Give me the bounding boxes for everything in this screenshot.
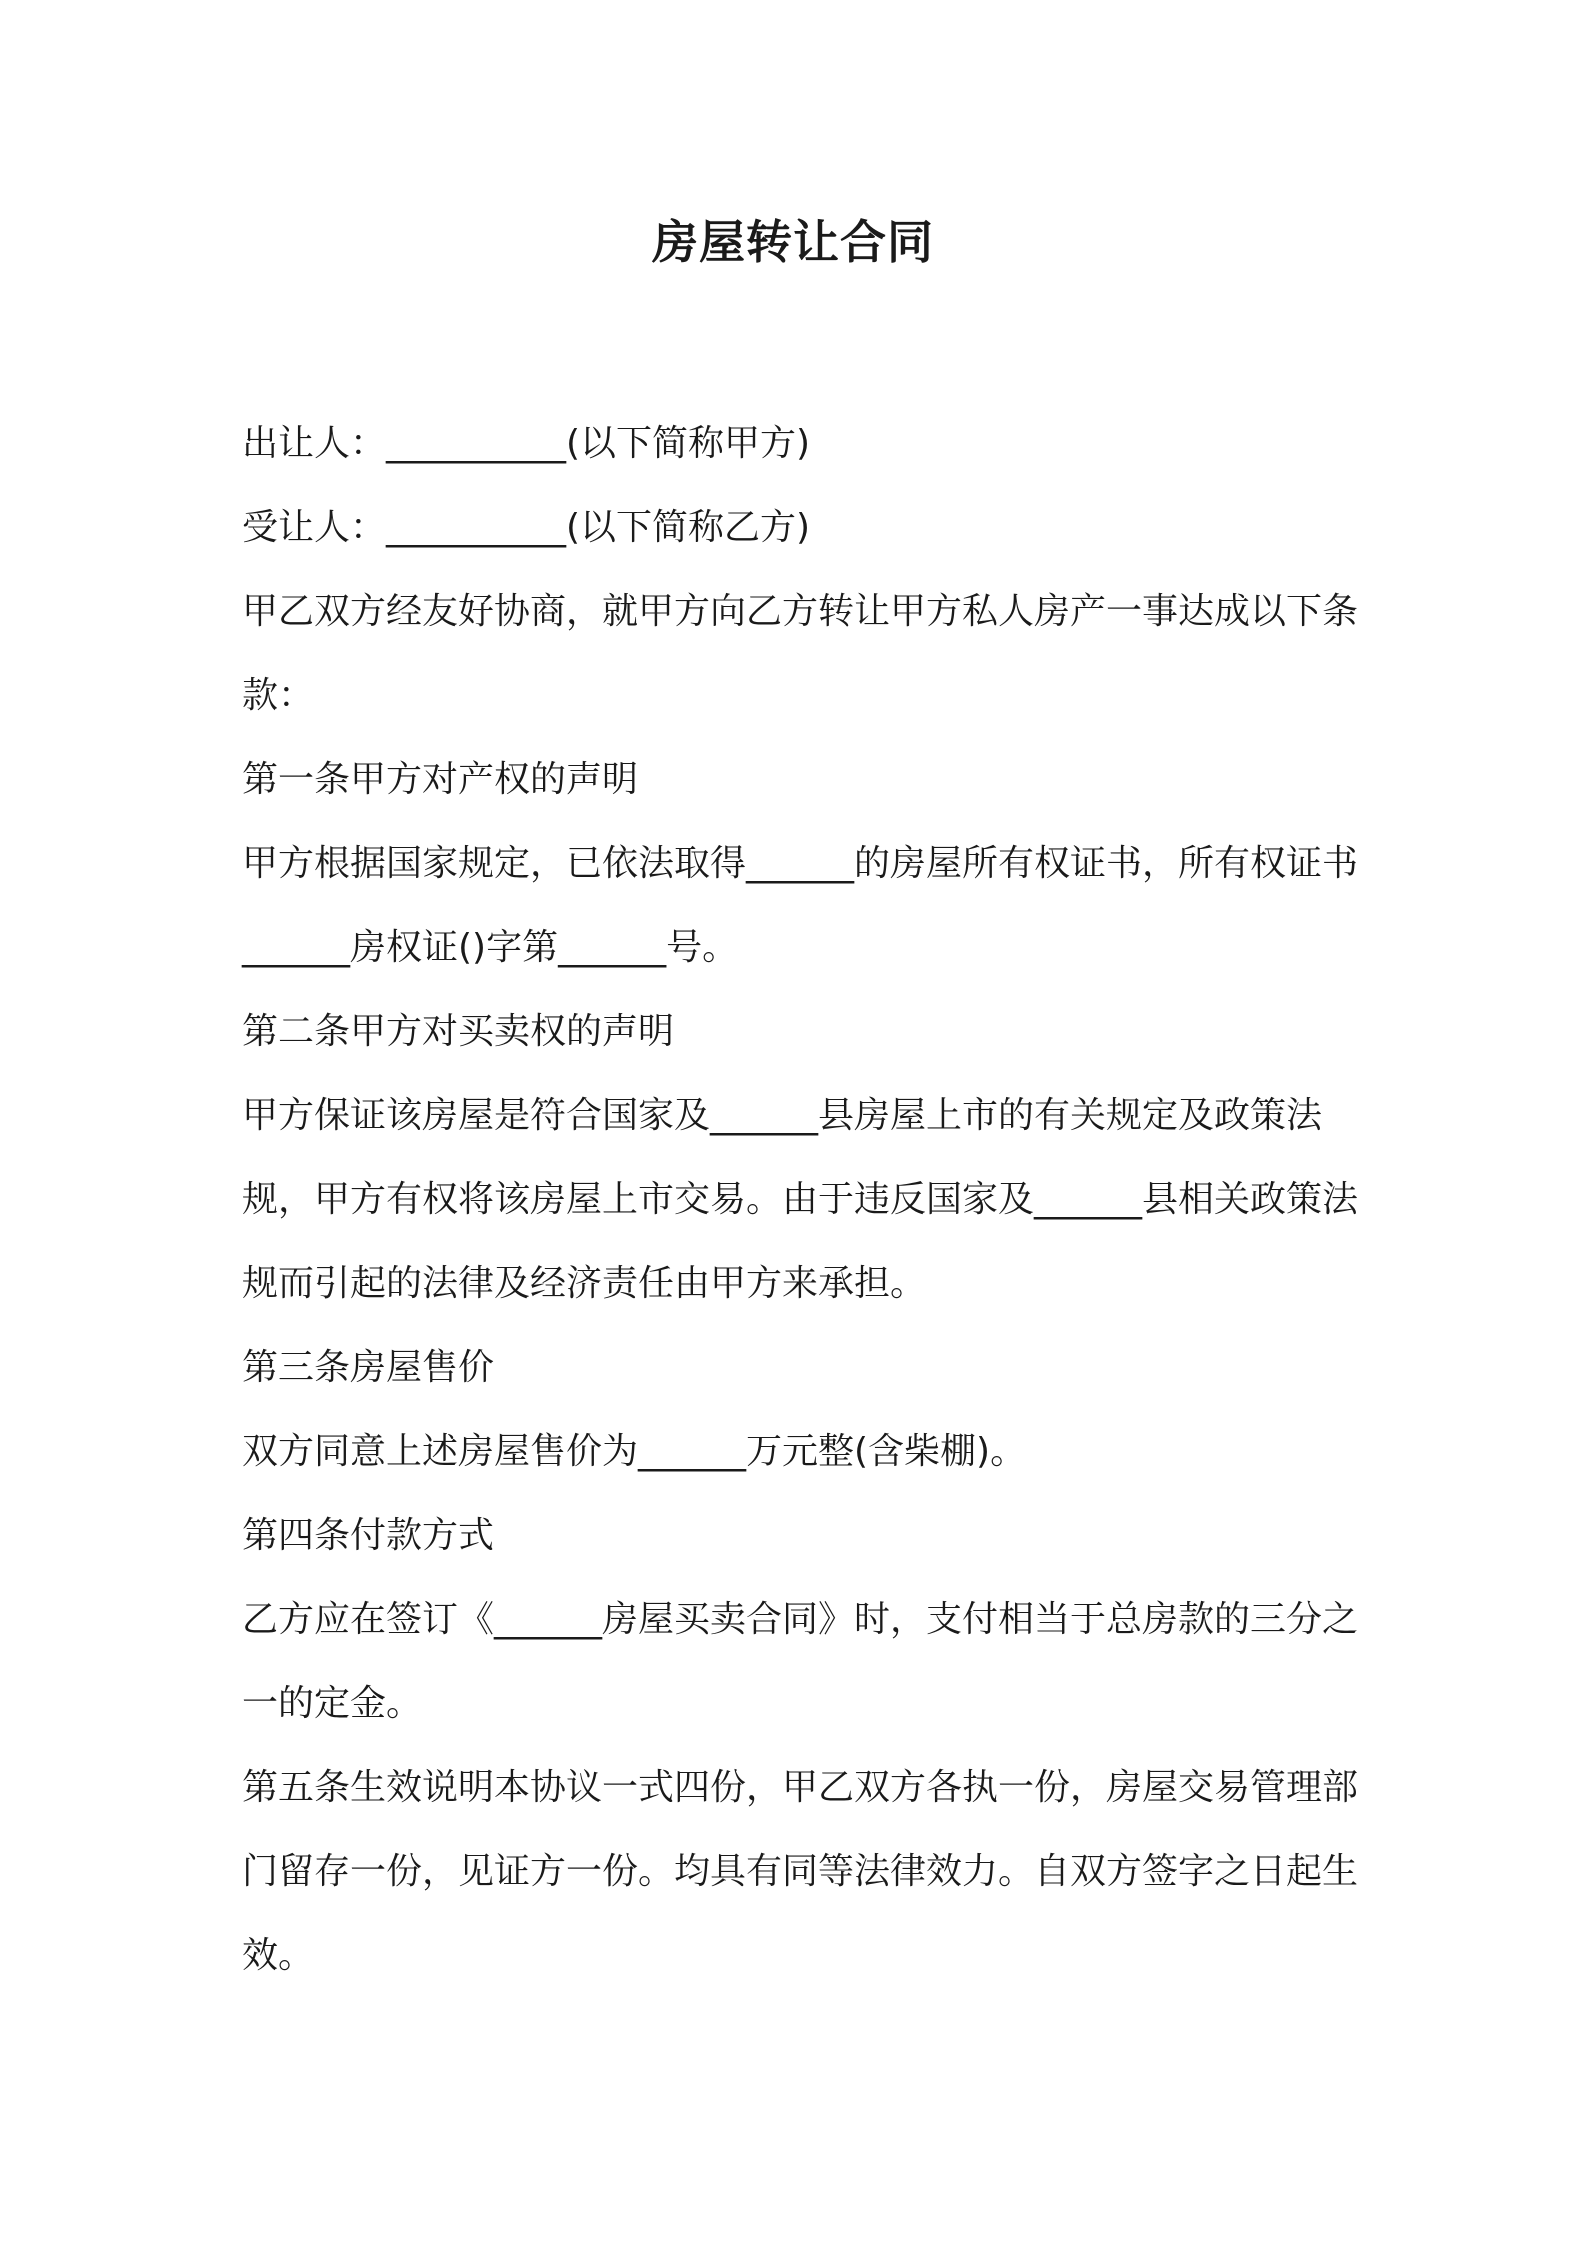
transferor-line: 出让人：__________(以下简称甲方) — [242, 423, 811, 464]
article-2-text: 甲方保证该房屋是符合国家及______县房屋上市的有关规定及政策法规，甲方有权将该房屋上市交易。由于违反国家及______县相关政策法规而引起的法律及经济责任由甲方来承担。 — [242, 1095, 1359, 1304]
article-4-heading: 第四条付款方式 — [242, 1515, 495, 1556]
article-3-text: 双方同意上述房屋售价为______万元整(含柴棚)。 — [242, 1431, 1027, 1472]
article-4-text: 乙方应在签订《______房屋买卖合同》时，支付相当于总房款的三分之一的定金。 — [242, 1599, 1359, 1724]
article-3-heading: 第三条房屋售价 — [242, 1347, 495, 1388]
article-5-text: 第五条生效说明本协议一式四份，甲乙双方各执一份，房屋交易管理部门留存一份，见证方一份。均具有同等法律效力。自双方签字之日起生效。 — [242, 1767, 1359, 1976]
article-1-heading: 第一条甲方对产权的声明 — [242, 759, 639, 800]
transferee-line: 受让人：__________(以下简称乙方) — [242, 507, 811, 548]
article-1-text: 甲方根据国家规定，已依法取得______的房屋所有权证书，所有权证书______房权证()字第______号。 — [242, 843, 1359, 968]
document-body — [242, 402, 1362, 1998]
document-title: 房屋转让合同 — [652, 215, 934, 269]
preamble-paragraph: 甲乙双方经友好协商，就甲方向乙方转让甲方私人房产一事达成以下条款： — [242, 591, 1359, 716]
article-2-heading: 第二条甲方对买卖权的声明 — [242, 1011, 675, 1052]
